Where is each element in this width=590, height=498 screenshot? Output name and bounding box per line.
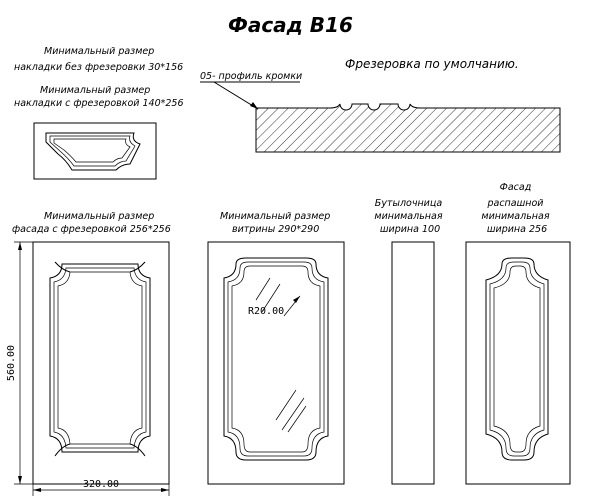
vitrine-min-label: Минимальный размер витрины 290*290 [220, 211, 331, 235]
milling-default-label: Фрезеровка по умолчанию. [345, 57, 519, 71]
height-dimension-text: 560.00 [6, 344, 17, 382]
overlay-milling-label: Минимальный размер накладки с фрезеровкой 140*256 [14, 85, 184, 109]
overlay-no-milling-label: Минимальный размер накладки без фрезеровки 30*156 [14, 46, 184, 73]
facade-min-label: Минимальный размер фасада с фрезеровкой 256*256 [12, 211, 171, 235]
edge-profile-label: 05- профиль кромки [200, 71, 303, 82]
width-dimension-text: 320.00 [82, 479, 120, 490]
edge-profile-section [256, 100, 560, 152]
hinged-facade-label: Фасад распашной минимальная ширина 256 [481, 182, 550, 235]
hinged-facade-panel [466, 242, 570, 484]
page-title: Фасад В16 [228, 13, 353, 37]
overlay-sample [34, 123, 156, 179]
bottle-holder-label: Бутылочница минимальная ширина 100 [374, 198, 443, 235]
radius-label: R20.00 [248, 306, 285, 317]
vitrine-panel [208, 242, 344, 484]
bottle-holder-panel [392, 242, 434, 484]
height-dimension [6, 242, 33, 484]
width-dimension [33, 479, 169, 496]
facade-panel [33, 242, 169, 484]
